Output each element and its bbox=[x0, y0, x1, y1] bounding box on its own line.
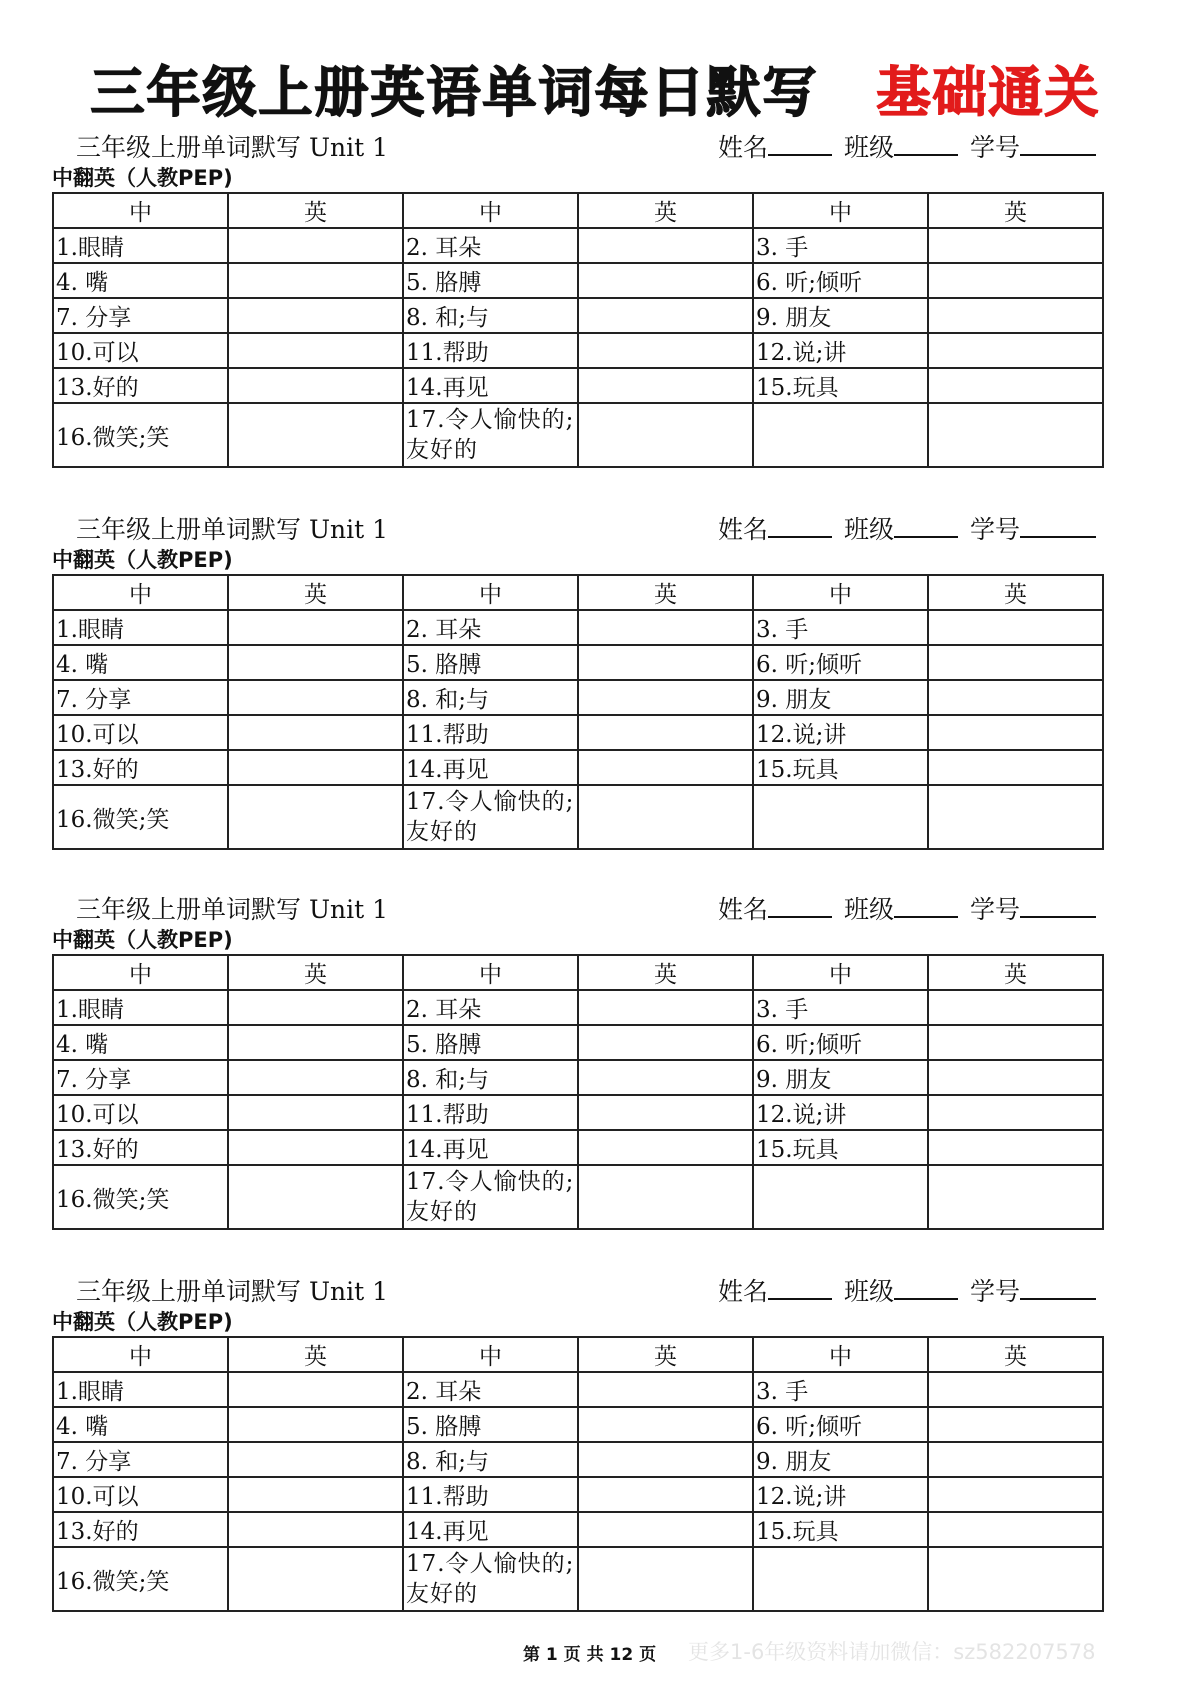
table-row bbox=[53, 610, 1103, 645]
column-header: 英 bbox=[578, 575, 753, 610]
english-answer-cell[interactable] bbox=[928, 1407, 1103, 1442]
vocab-table bbox=[52, 1336, 1104, 1612]
chinese-word-cell: 9. 朋友 bbox=[753, 298, 928, 333]
section-subtitle: 中翻英（人教PEP) bbox=[52, 928, 233, 952]
english-answer-cell[interactable] bbox=[928, 1060, 1103, 1095]
chinese-word-cell: 5. 胳膊 bbox=[403, 1025, 578, 1060]
english-answer-cell[interactable] bbox=[928, 785, 1103, 849]
section-title: 三年级上册单词默写 Unit 1 bbox=[76, 895, 389, 924]
chinese-word-cell bbox=[753, 785, 928, 849]
english-answer-cell[interactable] bbox=[228, 1060, 403, 1095]
chinese-word-cell: 8. 和;与 bbox=[403, 1060, 578, 1095]
chinese-word-cell: 4. 嘴 bbox=[53, 645, 228, 680]
chinese-word-cell: 14.再见 bbox=[403, 1130, 578, 1165]
english-answer-cell[interactable] bbox=[928, 990, 1103, 1025]
table-row bbox=[53, 368, 1103, 403]
chinese-word-cell: 13.好的 bbox=[53, 368, 228, 403]
table-header bbox=[53, 1337, 1103, 1372]
english-answer-cell[interactable] bbox=[928, 333, 1103, 368]
english-answer-cell[interactable] bbox=[228, 715, 403, 750]
column-header: 英 bbox=[228, 955, 403, 990]
chinese-word-cell: 2. 耳朵 bbox=[403, 610, 578, 645]
table-row bbox=[53, 1547, 1103, 1611]
column-header: 中 bbox=[753, 1337, 928, 1372]
english-answer-cell[interactable] bbox=[228, 263, 403, 298]
table-row bbox=[53, 1060, 1103, 1095]
english-answer-cell[interactable] bbox=[228, 403, 403, 467]
chinese-word-cell: 3. 手 bbox=[753, 1372, 928, 1407]
table-row bbox=[53, 298, 1103, 333]
english-answer-cell[interactable] bbox=[228, 610, 403, 645]
chinese-word-cell: 9. 朋友 bbox=[753, 1060, 928, 1095]
chinese-word-cell: 17.令人愉快的;友好的 bbox=[403, 1165, 578, 1229]
english-answer-cell[interactable] bbox=[578, 715, 753, 750]
chinese-word-cell: 6. 听;倾听 bbox=[753, 1407, 928, 1442]
english-answer-cell[interactable] bbox=[928, 263, 1103, 298]
chinese-word-cell: 8. 和;与 bbox=[403, 1442, 578, 1477]
chinese-word-cell: 13.好的 bbox=[53, 1512, 228, 1547]
column-header: 英 bbox=[928, 575, 1103, 610]
id-label: 学号 bbox=[969, 133, 1020, 162]
english-answer-cell[interactable] bbox=[928, 1095, 1103, 1130]
column-header: 英 bbox=[228, 193, 403, 228]
section-title: 三年级上册单词默写 Unit 1 bbox=[76, 133, 389, 162]
english-answer-cell[interactable] bbox=[578, 610, 753, 645]
chinese-word-cell: 1.眼睛 bbox=[53, 990, 228, 1025]
chinese-word-cell: 10.可以 bbox=[53, 333, 228, 368]
english-answer-cell[interactable] bbox=[578, 1372, 753, 1407]
english-answer-cell[interactable] bbox=[228, 645, 403, 680]
english-answer-cell[interactable] bbox=[578, 1025, 753, 1060]
class-blank[interactable] bbox=[894, 1276, 958, 1300]
chinese-word-cell: 11.帮助 bbox=[403, 1095, 578, 1130]
chinese-word-cell: 3. 手 bbox=[753, 228, 928, 263]
english-answer-cell[interactable] bbox=[578, 298, 753, 333]
column-header: 中 bbox=[53, 575, 228, 610]
chinese-word-cell: 1.眼睛 bbox=[53, 228, 228, 263]
dictation-section-4 bbox=[52, 1272, 1104, 1612]
table-row bbox=[53, 263, 1103, 298]
chinese-word-cell: 12.说;讲 bbox=[753, 1477, 928, 1512]
table-row bbox=[53, 1477, 1103, 1512]
table-row bbox=[53, 1095, 1103, 1130]
english-answer-cell[interactable] bbox=[228, 1442, 403, 1477]
chinese-word-cell: 8. 和;与 bbox=[403, 680, 578, 715]
english-answer-cell[interactable] bbox=[228, 1095, 403, 1130]
column-header: 英 bbox=[928, 1337, 1103, 1372]
chinese-word-cell: 11.帮助 bbox=[403, 1477, 578, 1512]
chinese-word-cell: 4. 嘴 bbox=[53, 263, 228, 298]
chinese-word-cell: 2. 耳朵 bbox=[403, 1372, 578, 1407]
english-answer-cell[interactable] bbox=[928, 645, 1103, 680]
english-answer-cell[interactable] bbox=[228, 228, 403, 263]
section-title: 三年级上册单词默写 Unit 1 bbox=[76, 1277, 389, 1306]
name-label: 姓名 bbox=[717, 1277, 768, 1306]
english-answer-cell[interactable] bbox=[228, 785, 403, 849]
page-title bbox=[0, 50, 1191, 127]
table-row bbox=[53, 645, 1103, 680]
column-header: 英 bbox=[228, 575, 403, 610]
english-answer-cell[interactable] bbox=[578, 1165, 753, 1229]
table-header bbox=[53, 193, 1103, 228]
english-answer-cell[interactable] bbox=[928, 750, 1103, 785]
english-answer-cell[interactable] bbox=[928, 1512, 1103, 1547]
chinese-word-cell: 3. 手 bbox=[753, 610, 928, 645]
column-header: 中 bbox=[403, 955, 578, 990]
table-row bbox=[53, 228, 1103, 263]
english-answer-cell[interactable] bbox=[578, 1407, 753, 1442]
english-answer-cell[interactable] bbox=[228, 1130, 403, 1165]
english-answer-cell[interactable] bbox=[228, 333, 403, 368]
column-header: 中 bbox=[403, 193, 578, 228]
chinese-word-cell: 12.说;讲 bbox=[753, 333, 928, 368]
student-fields bbox=[718, 510, 1096, 546]
english-answer-cell[interactable] bbox=[578, 785, 753, 849]
column-header: 英 bbox=[578, 955, 753, 990]
table-row bbox=[53, 333, 1103, 368]
english-answer-cell[interactable] bbox=[228, 1512, 403, 1547]
class-label: 班级 bbox=[843, 1277, 894, 1306]
english-answer-cell[interactable] bbox=[578, 1095, 753, 1130]
watermark: 更多1-6年级资料请加微信：sz582207578 bbox=[688, 1640, 1096, 1664]
chinese-word-cell: 1.眼睛 bbox=[53, 1372, 228, 1407]
column-header: 英 bbox=[578, 193, 753, 228]
english-answer-cell[interactable] bbox=[578, 1477, 753, 1512]
student-fields bbox=[718, 128, 1096, 164]
vocab-table bbox=[52, 192, 1104, 468]
table-row bbox=[53, 715, 1103, 750]
chinese-word-cell: 5. 胳膊 bbox=[403, 645, 578, 680]
chinese-word-cell: 16.微笑;笑 bbox=[53, 403, 228, 467]
chinese-word-cell: 13.好的 bbox=[53, 1130, 228, 1165]
chinese-word-cell: 5. 胳膊 bbox=[403, 1407, 578, 1442]
english-answer-cell[interactable] bbox=[928, 1130, 1103, 1165]
name-blank[interactable] bbox=[768, 132, 832, 156]
student-fields bbox=[718, 890, 1096, 926]
english-answer-cell[interactable] bbox=[578, 645, 753, 680]
english-answer-cell[interactable] bbox=[928, 298, 1103, 333]
table-row bbox=[53, 680, 1103, 715]
chinese-word-cell: 17.令人愉快的;友好的 bbox=[403, 785, 578, 849]
dictation-section-1 bbox=[52, 128, 1104, 468]
column-header: 中 bbox=[53, 193, 228, 228]
chinese-word-cell: 10.可以 bbox=[53, 715, 228, 750]
table-row bbox=[53, 990, 1103, 1025]
chinese-word-cell: 10.可以 bbox=[53, 1095, 228, 1130]
id-blank[interactable] bbox=[1020, 132, 1096, 156]
chinese-word-cell: 17.令人愉快的;友好的 bbox=[403, 403, 578, 467]
dictation-section-2 bbox=[52, 510, 1104, 850]
english-answer-cell[interactable] bbox=[228, 750, 403, 785]
english-answer-cell[interactable] bbox=[928, 368, 1103, 403]
english-answer-cell[interactable] bbox=[228, 680, 403, 715]
english-answer-cell[interactable] bbox=[928, 1442, 1103, 1477]
chinese-word-cell: 7. 分享 bbox=[53, 1060, 228, 1095]
english-answer-cell[interactable] bbox=[228, 368, 403, 403]
chinese-word-cell: 15.玩具 bbox=[753, 1130, 928, 1165]
english-answer-cell[interactable] bbox=[228, 1477, 403, 1512]
title-main: 三年级上册英语单词每日默写 bbox=[90, 61, 819, 124]
chinese-word-cell: 6. 听;倾听 bbox=[753, 263, 928, 298]
class-label: 班级 bbox=[843, 895, 894, 924]
title-accent: 基础通关 bbox=[876, 61, 1101, 124]
english-answer-cell[interactable] bbox=[578, 1547, 753, 1611]
english-answer-cell[interactable] bbox=[928, 715, 1103, 750]
name-blank[interactable] bbox=[768, 1276, 832, 1300]
student-fields bbox=[718, 1272, 1096, 1308]
chinese-word-cell: 15.玩具 bbox=[753, 368, 928, 403]
table-header bbox=[53, 575, 1103, 610]
table-row bbox=[53, 1130, 1103, 1165]
chinese-word-cell: 16.微笑;笑 bbox=[53, 785, 228, 849]
table-row bbox=[53, 1512, 1103, 1547]
id-label: 学号 bbox=[969, 895, 1020, 924]
column-header: 中 bbox=[753, 955, 928, 990]
column-header: 中 bbox=[403, 1337, 578, 1372]
chinese-word-cell bbox=[753, 1547, 928, 1611]
chinese-word-cell: 12.说;讲 bbox=[753, 1095, 928, 1130]
dictation-section-3 bbox=[52, 890, 1104, 1230]
chinese-word-cell: 12.说;讲 bbox=[753, 715, 928, 750]
english-answer-cell[interactable] bbox=[928, 1547, 1103, 1611]
english-answer-cell[interactable] bbox=[228, 1407, 403, 1442]
english-answer-cell[interactable] bbox=[228, 1547, 403, 1611]
english-answer-cell[interactable] bbox=[578, 680, 753, 715]
table-header bbox=[53, 955, 1103, 990]
english-answer-cell[interactable] bbox=[578, 1060, 753, 1095]
english-answer-cell[interactable] bbox=[928, 680, 1103, 715]
id-blank[interactable] bbox=[1020, 514, 1096, 538]
english-answer-cell[interactable] bbox=[928, 228, 1103, 263]
english-answer-cell[interactable] bbox=[228, 1025, 403, 1060]
section-title: 三年级上册单词默写 Unit 1 bbox=[76, 515, 389, 544]
page-number: 第 1 页 共 12 页 bbox=[523, 1645, 657, 1665]
chinese-word-cell: 7. 分享 bbox=[53, 680, 228, 715]
chinese-word-cell: 10.可以 bbox=[53, 1477, 228, 1512]
class-blank[interactable] bbox=[894, 894, 958, 918]
class-blank[interactable] bbox=[894, 514, 958, 538]
chinese-word-cell: 14.再见 bbox=[403, 1512, 578, 1547]
chinese-word-cell: 15.玩具 bbox=[753, 1512, 928, 1547]
id-blank[interactable] bbox=[1020, 1276, 1096, 1300]
chinese-word-cell: 14.再见 bbox=[403, 750, 578, 785]
english-answer-cell[interactable] bbox=[578, 1442, 753, 1477]
id-label: 学号 bbox=[969, 1277, 1020, 1306]
chinese-word-cell: 17.令人愉快的;友好的 bbox=[403, 1547, 578, 1611]
section-subtitle: 中翻英（人教PEP) bbox=[52, 166, 233, 190]
english-answer-cell[interactable] bbox=[928, 1372, 1103, 1407]
table-row bbox=[53, 1407, 1103, 1442]
column-header: 中 bbox=[753, 193, 928, 228]
table-row bbox=[53, 1442, 1103, 1477]
vocab-table bbox=[52, 574, 1104, 850]
column-header: 中 bbox=[753, 575, 928, 610]
english-answer-cell[interactable] bbox=[228, 298, 403, 333]
vocab-table bbox=[52, 954, 1104, 1230]
chinese-word-cell: 13.好的 bbox=[53, 750, 228, 785]
chinese-word-cell bbox=[753, 403, 928, 467]
chinese-word-cell: 7. 分享 bbox=[53, 298, 228, 333]
id-label: 学号 bbox=[969, 515, 1020, 544]
id-blank[interactable] bbox=[1020, 894, 1096, 918]
class-label: 班级 bbox=[843, 515, 894, 544]
english-answer-cell[interactable] bbox=[578, 228, 753, 263]
english-answer-cell[interactable] bbox=[578, 990, 753, 1025]
chinese-word-cell: 1.眼睛 bbox=[53, 610, 228, 645]
table-row bbox=[53, 1165, 1103, 1229]
chinese-word-cell: 8. 和;与 bbox=[403, 298, 578, 333]
english-answer-cell[interactable] bbox=[578, 1130, 753, 1165]
english-answer-cell[interactable] bbox=[578, 403, 753, 467]
table-row bbox=[53, 1372, 1103, 1407]
english-answer-cell[interactable] bbox=[928, 403, 1103, 467]
name-blank[interactable] bbox=[768, 894, 832, 918]
english-answer-cell[interactable] bbox=[928, 1025, 1103, 1060]
chinese-word-cell: 16.微笑;笑 bbox=[53, 1547, 228, 1611]
english-answer-cell[interactable] bbox=[928, 610, 1103, 645]
column-header: 中 bbox=[53, 1337, 228, 1372]
name-blank[interactable] bbox=[768, 514, 832, 538]
chinese-word-cell: 11.帮助 bbox=[403, 715, 578, 750]
chinese-word-cell: 4. 嘴 bbox=[53, 1025, 228, 1060]
chinese-word-cell: 3. 手 bbox=[753, 990, 928, 1025]
chinese-word-cell: 6. 听;倾听 bbox=[753, 1025, 928, 1060]
english-answer-cell[interactable] bbox=[578, 333, 753, 368]
chinese-word-cell: 2. 耳朵 bbox=[403, 228, 578, 263]
english-answer-cell[interactable] bbox=[578, 1512, 753, 1547]
table-row bbox=[53, 785, 1103, 849]
section-subtitle: 中翻英（人教PEP) bbox=[52, 1310, 233, 1334]
english-answer-cell[interactable] bbox=[228, 990, 403, 1025]
class-label: 班级 bbox=[843, 133, 894, 162]
english-answer-cell[interactable] bbox=[928, 1165, 1103, 1229]
chinese-word-cell: 2. 耳朵 bbox=[403, 990, 578, 1025]
class-blank[interactable] bbox=[894, 132, 958, 156]
english-answer-cell[interactable] bbox=[578, 263, 753, 298]
column-header: 中 bbox=[403, 575, 578, 610]
english-answer-cell[interactable] bbox=[928, 1477, 1103, 1512]
name-label: 姓名 bbox=[717, 133, 768, 162]
chinese-word-cell: 11.帮助 bbox=[403, 333, 578, 368]
chinese-word-cell: 9. 朋友 bbox=[753, 1442, 928, 1477]
english-answer-cell[interactable] bbox=[578, 750, 753, 785]
column-header: 英 bbox=[578, 1337, 753, 1372]
english-answer-cell[interactable] bbox=[228, 1165, 403, 1229]
column-header: 英 bbox=[228, 1337, 403, 1372]
chinese-word-cell bbox=[753, 1165, 928, 1229]
chinese-word-cell: 4. 嘴 bbox=[53, 1407, 228, 1442]
chinese-word-cell: 16.微笑;笑 bbox=[53, 1165, 228, 1229]
chinese-word-cell: 15.玩具 bbox=[753, 750, 928, 785]
english-answer-cell[interactable] bbox=[228, 1372, 403, 1407]
chinese-word-cell: 14.再见 bbox=[403, 368, 578, 403]
chinese-word-cell: 9. 朋友 bbox=[753, 680, 928, 715]
column-header: 中 bbox=[53, 955, 228, 990]
table-row bbox=[53, 750, 1103, 785]
name-label: 姓名 bbox=[717, 515, 768, 544]
chinese-word-cell: 6. 听;倾听 bbox=[753, 645, 928, 680]
column-header: 英 bbox=[928, 955, 1103, 990]
table-row bbox=[53, 1025, 1103, 1060]
name-label: 姓名 bbox=[717, 895, 768, 924]
english-answer-cell[interactable] bbox=[578, 368, 753, 403]
chinese-word-cell: 5. 胳膊 bbox=[403, 263, 578, 298]
table-row bbox=[53, 403, 1103, 467]
column-header: 英 bbox=[928, 193, 1103, 228]
section-subtitle: 中翻英（人教PEP) bbox=[52, 548, 233, 572]
chinese-word-cell: 7. 分享 bbox=[53, 1442, 228, 1477]
